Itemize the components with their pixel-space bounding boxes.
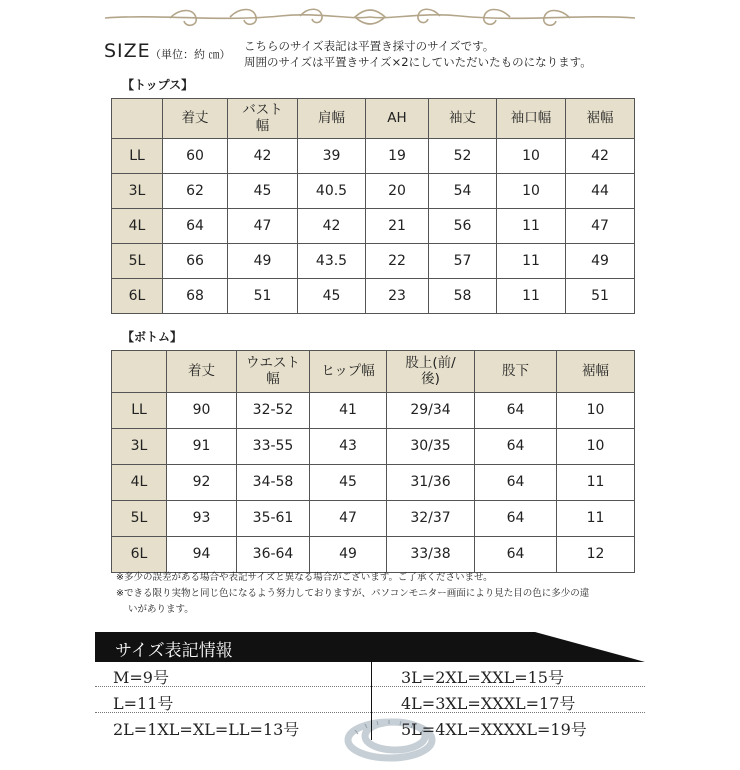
table-row	[112, 139, 635, 174]
table-cell: 49	[310, 537, 387, 573]
table-cell: 22	[366, 244, 429, 279]
table-cell: 52	[429, 139, 497, 174]
bottoms-size-table	[111, 350, 635, 573]
table-cell: 12	[557, 537, 635, 573]
table-cell: 33-55	[237, 429, 310, 465]
table-row	[112, 279, 635, 314]
size-label: 4L	[112, 209, 163, 244]
remark-line: ※できる限り実物と同じ色になるよう努力しておりますが、パソコンモニター画面により見た目の色に多少の違	[116, 588, 590, 599]
table-cell: 30/35	[387, 429, 475, 465]
table-row	[112, 537, 635, 573]
table-cell: 60	[163, 139, 228, 174]
size-label: LL	[112, 139, 163, 174]
table-cell: 34-58	[237, 465, 310, 501]
size-equivalence: M=9号	[113, 668, 169, 687]
table-cell: 64	[475, 465, 557, 501]
table-cell: 42	[228, 139, 298, 174]
size-equivalence: 4L=3XL=XXXL=17号	[401, 694, 576, 713]
table-cell: 64	[475, 501, 557, 537]
size-equivalence: 5L=4XL=XXXXL=19号	[401, 720, 587, 739]
table-cell: 20	[366, 174, 429, 209]
unit-label: （単位：約 ㎝）	[150, 48, 231, 61]
table-cell: 64	[475, 429, 557, 465]
size-info-title: サイズ表記情報	[115, 641, 233, 661]
column-header: 裾幅	[566, 99, 635, 139]
table-cell: 10	[497, 139, 566, 174]
table-cell: 90	[167, 393, 237, 429]
table-cell: 68	[163, 279, 228, 314]
table-cell: 47	[310, 501, 387, 537]
table-row	[112, 501, 635, 537]
column-header: 着丈	[163, 99, 228, 139]
table-cell: 94	[167, 537, 237, 573]
tops-corner-cell	[112, 99, 163, 139]
size-equivalence: 3L=2XL=XXL=15号	[401, 668, 564, 687]
table-cell: 45	[228, 174, 298, 209]
column-header: 裾幅	[557, 351, 635, 393]
bottoms-section-label: 【ボトム】	[122, 330, 183, 344]
table-cell: 11	[497, 244, 566, 279]
table-cell: 51	[566, 279, 635, 314]
table-cell: 39	[298, 139, 366, 174]
table-row	[112, 209, 635, 244]
table-cell: 11	[497, 209, 566, 244]
table-cell: 43	[310, 429, 387, 465]
size-equivalence: L=11号	[113, 694, 174, 713]
column-header: バスト幅	[228, 99, 298, 139]
size-label: LL	[112, 393, 167, 429]
column-header: ヒップ幅	[310, 351, 387, 393]
table-cell: 32-52	[237, 393, 310, 429]
tops-header-row	[112, 99, 635, 139]
tops-section-label: 【トップス】	[122, 78, 194, 92]
column-header: ウエスト幅	[237, 351, 310, 393]
size-info-body	[95, 662, 645, 740]
table-cell: 43.5	[298, 244, 366, 279]
table-row	[112, 174, 635, 209]
table-row	[112, 244, 635, 279]
header-wedge	[535, 632, 645, 662]
table-cell: 19	[366, 139, 429, 174]
table-cell: 21	[366, 209, 429, 244]
table-cell: 64	[163, 209, 228, 244]
table-cell: 91	[167, 429, 237, 465]
table-cell: 51	[228, 279, 298, 314]
table-cell: 64	[475, 537, 557, 573]
table-cell: 40.5	[298, 174, 366, 209]
column-header: 袖丈	[429, 99, 497, 139]
size-label: 4L	[112, 465, 167, 501]
size-label: 6L	[112, 279, 163, 314]
table-cell: 92	[167, 465, 237, 501]
table-cell: 64	[475, 393, 557, 429]
table-cell: 44	[566, 174, 635, 209]
size-title: SIZE	[104, 40, 151, 62]
table-cell: 33/38	[387, 537, 475, 573]
table-cell: 36-64	[237, 537, 310, 573]
table-cell: 47	[228, 209, 298, 244]
table-cell: 57	[429, 244, 497, 279]
table-cell: 58	[429, 279, 497, 314]
table-cell: 54	[429, 174, 497, 209]
measurement-note-1: こちらのサイズ表記は平置き採寸のサイズです。	[244, 39, 495, 53]
column-header: 着丈	[167, 351, 237, 393]
column-header: 股上(前/後)	[387, 351, 475, 393]
size-equivalence: 2L=1XL=XL=LL=13号	[113, 720, 300, 739]
table-cell: 10	[557, 393, 635, 429]
remark-line: いがあります。	[128, 604, 194, 615]
column-header: 袖口幅	[497, 99, 566, 139]
table-cell: 23	[366, 279, 429, 314]
table-cell: 47	[566, 209, 635, 244]
size-info-header	[95, 632, 645, 662]
table-cell: 10	[557, 429, 635, 465]
table-cell: 56	[429, 209, 497, 244]
table-cell: 62	[163, 174, 228, 209]
flourish-ornament-icon	[100, 4, 640, 30]
table-cell: 10	[497, 174, 566, 209]
table-cell: 11	[557, 501, 635, 537]
tops-size-table	[111, 98, 635, 314]
size-label: 5L	[112, 501, 167, 537]
table-cell: 42	[566, 139, 635, 174]
table-cell: 66	[163, 244, 228, 279]
table-row	[112, 393, 635, 429]
table-cell: 45	[298, 279, 366, 314]
column-header: 股下	[475, 351, 557, 393]
column-header: AH	[366, 99, 429, 139]
bottoms-header-row	[112, 351, 635, 393]
table-cell: 32/37	[387, 501, 475, 537]
table-row	[112, 429, 635, 465]
table-cell: 93	[167, 501, 237, 537]
table-cell: 49	[228, 244, 298, 279]
size-label: 3L	[112, 429, 167, 465]
table-cell: 45	[310, 465, 387, 501]
measurement-note-2: 周囲のサイズは平置きサイズ×2にしていただいたものになります。	[244, 55, 592, 69]
column-divider	[371, 662, 372, 740]
table-cell: 35-61	[237, 501, 310, 537]
size-label: 5L	[112, 244, 163, 279]
table-cell: 49	[566, 244, 635, 279]
size-label: 3L	[112, 174, 163, 209]
table-cell: 42	[298, 209, 366, 244]
remark-line: ※多少の誤差がある場合や表記サイズと異なる場合がございます。ご了承くださいませ。	[116, 572, 493, 583]
size-label: 6L	[112, 537, 167, 573]
size-info-panel	[95, 632, 645, 740]
table-cell: 31/36	[387, 465, 475, 501]
column-header: 肩幅	[298, 99, 366, 139]
bottoms-corner-cell	[112, 351, 167, 393]
table-cell: 11	[557, 465, 635, 501]
table-cell: 11	[497, 279, 566, 314]
table-cell: 29/34	[387, 393, 475, 429]
table-row	[112, 465, 635, 501]
table-cell: 41	[310, 393, 387, 429]
remarks	[116, 570, 632, 618]
